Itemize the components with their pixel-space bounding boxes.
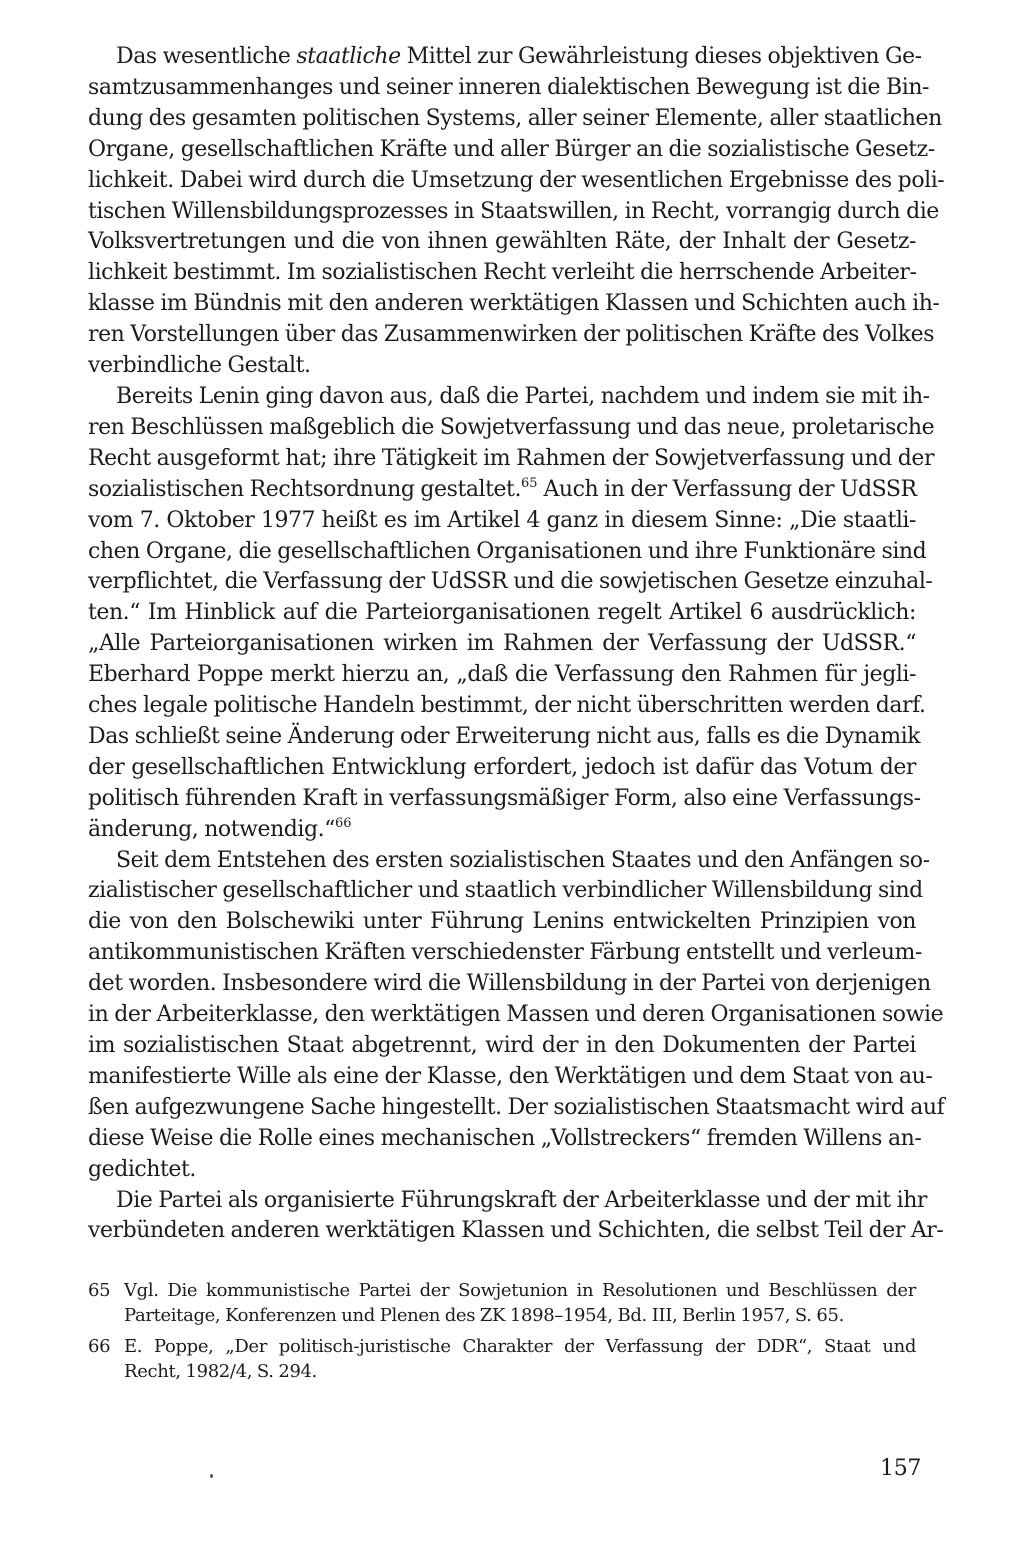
text-line: lichkeit bestimmt. Im sozialistischen Recht verleiht die herrschende Arbeiter- — [88, 260, 917, 286]
footnote — [88, 1334, 916, 1385]
text-line: antikommunistischen Kräften verschiedenster Färbung entstellt und verleum- — [88, 940, 922, 966]
scan-speck — [210, 1474, 213, 1478]
text-line: tischen Willensbildungsprozesses in Staatswillen, in Recht, vorrangig durch die — [88, 198, 939, 224]
footnote-line: Vgl. Die kommunistische Partei der Sowjetunion in Resolutionen und Beschlüssen der — [124, 1280, 916, 1301]
text-line: klasse im Bündnis mit den anderen werktätigen Klassen und Schichten auch ih- — [88, 291, 940, 317]
text-line: die von den Bolschewiki unter Führung Lenins entwickelten Prinzipien von — [88, 909, 916, 935]
text-line: im sozialistischen Staat abgetrennt, wird der in den Dokumenten der Partei — [88, 1033, 916, 1058]
text-line: samtzusammenhanges und seiner inneren dialektischen Bewegung ist die Bin- — [88, 74, 930, 100]
footnote-line: Parteitage, Konferenzen und Plenen des ZK 1898–1954, Bd. III, Berlin 1957, S. 65. — [124, 1305, 844, 1327]
text-line: Das schließt seine Änderung oder Erweiterung nicht aus, falls es die Dynamik — [88, 723, 921, 749]
text-line: zialistischer gesellschaftlicher und staatlich verbindlicher Willensbildung sind — [88, 878, 923, 904]
text-line: verbindliche Gestalt. — [88, 353, 311, 379]
text-line: ten.“ Im Hinblick auf die Parteiorganisationen regelt Artikel 6 ausdrücklich: — [88, 600, 916, 626]
text-line: in der Arbeiterklasse, den werktätigen Massen und deren Organisationen sowie — [88, 1002, 944, 1028]
footnote — [88, 1278, 916, 1329]
footnote-line: E. Poppe, „Der politisch-juristische Charakter der Verfassung der DDR“, Staat und — [124, 1335, 916, 1357]
paragraph — [88, 846, 945, 1186]
text-line: dung des gesamten politischen Systems, aller seiner Elemente, aller staatlichen — [88, 105, 942, 131]
text-line: gedichtet. — [88, 1156, 196, 1182]
text-line: Organe, gesellschaftlichen Kräfte und aller Bürger an die sozialistische Gesetz- — [88, 136, 935, 162]
paragraph — [88, 1186, 944, 1248]
text-line: „Alle Parteiorganisationen wirken im Rahmen der Verfassung der UdSSR.“ — [88, 631, 916, 657]
text-line: ren Beschlüssen maßgeblich die Sowjetverfassung und das neue, proletarische — [88, 414, 935, 440]
text-line: Bereits Lenin ging davon aus, daß die Partei, nachdem und indem sie mit ih- — [116, 383, 930, 409]
text-line: ren Vorstellungen über das Zusammenwirken der politischen Kräfte des Volkes — [88, 322, 935, 348]
paragraph — [88, 42, 945, 382]
text-line: Das wesentliche staatliche Mittel zur Gewährleistung dieses objektiven Ge- — [116, 44, 922, 69]
text-line: Die Partei als organisierte Führungskraft der Arbeiterklasse und der mit ihr — [116, 1187, 928, 1213]
footnote-reference[interactable]: 66 — [334, 815, 352, 831]
text-line: politisch führenden Kraft in verfassungsmäßiger Form, also eine Verfassungs- — [88, 785, 921, 811]
emphasis: staatliche — [296, 44, 401, 69]
text-line: manifestierte Wille als eine der Klasse, den Werktätigen und dem Staat von au- — [88, 1063, 933, 1089]
text-line: verbündeten anderen werktätigen Klassen und Schichten, die selbst Teil der Ar- — [88, 1218, 944, 1244]
text-line: Volksvertretungen und die von ihnen gewählten Räte, der Inhalt der Gesetz- — [88, 229, 916, 255]
text-line: Recht ausgeformt hat; ihre Tätigkeit im Rahmen der Sowjetverfassung und der — [88, 445, 935, 471]
paragraph — [88, 382, 935, 846]
body-text — [88, 42, 945, 1247]
text-line: ches legale politische Handeln bestimmt, der nicht überschritten werden darf. — [88, 693, 926, 719]
text-line: Seit dem Entstehen des ersten sozialistischen Staates und den Anfängen so- — [116, 847, 930, 873]
text-line: det worden. Insbesondere wird die Willensbildung in der Partei von derjenigen — [88, 971, 931, 997]
text-line: ßen aufgezwungene Sache hingestellt. Der sozialistischen Staatsmacht wird auf — [88, 1094, 945, 1120]
text-line: vom 7. Oktober 1977 heißt es im Artikel 4 ganz in diesem Sinne: „Die staatli- — [88, 507, 916, 533]
text-line: änderung, notwendig.“$^{66}$ — [88, 815, 352, 842]
text-line: verpflichtet, die Verfassung der UdSSR und die sowjetischen Gesetze einzuhal- — [88, 569, 933, 595]
text-line: sozialistischen Rechtsordnung gestaltet.$^{65}$ Auch in der Verfassung der UdSSR — [88, 475, 917, 502]
page-number: 157 — [880, 1456, 922, 1481]
footnote-reference[interactable]: 65 — [521, 475, 538, 491]
footnote-number: 65 — [88, 1280, 111, 1301]
footnote-line: Recht, 1982/4, S. 294. — [124, 1361, 318, 1383]
text-line: der gesellschaftlichen Entwicklung erfordert, jedoch ist dafür das Votum der — [88, 754, 916, 780]
text-line: Eberhard Poppe merkt hierzu an, „daß die Verfassung den Rahmen für jegli- — [88, 662, 916, 688]
footnote-number: 66 — [88, 1335, 111, 1357]
text-line: diese Weise die Rolle eines mechanischen „Vollstreckers“ fremden Willens an- — [88, 1125, 922, 1151]
text-line: lichkeit. Dabei wird durch die Umsetzung der wesentlichen Ergebnisse des poli- — [88, 167, 945, 193]
text-line: chen Organe, die gesellschaftlichen Organisationen und ihre Funktionäre sind — [88, 538, 927, 564]
footnotes — [88, 1278, 916, 1390]
